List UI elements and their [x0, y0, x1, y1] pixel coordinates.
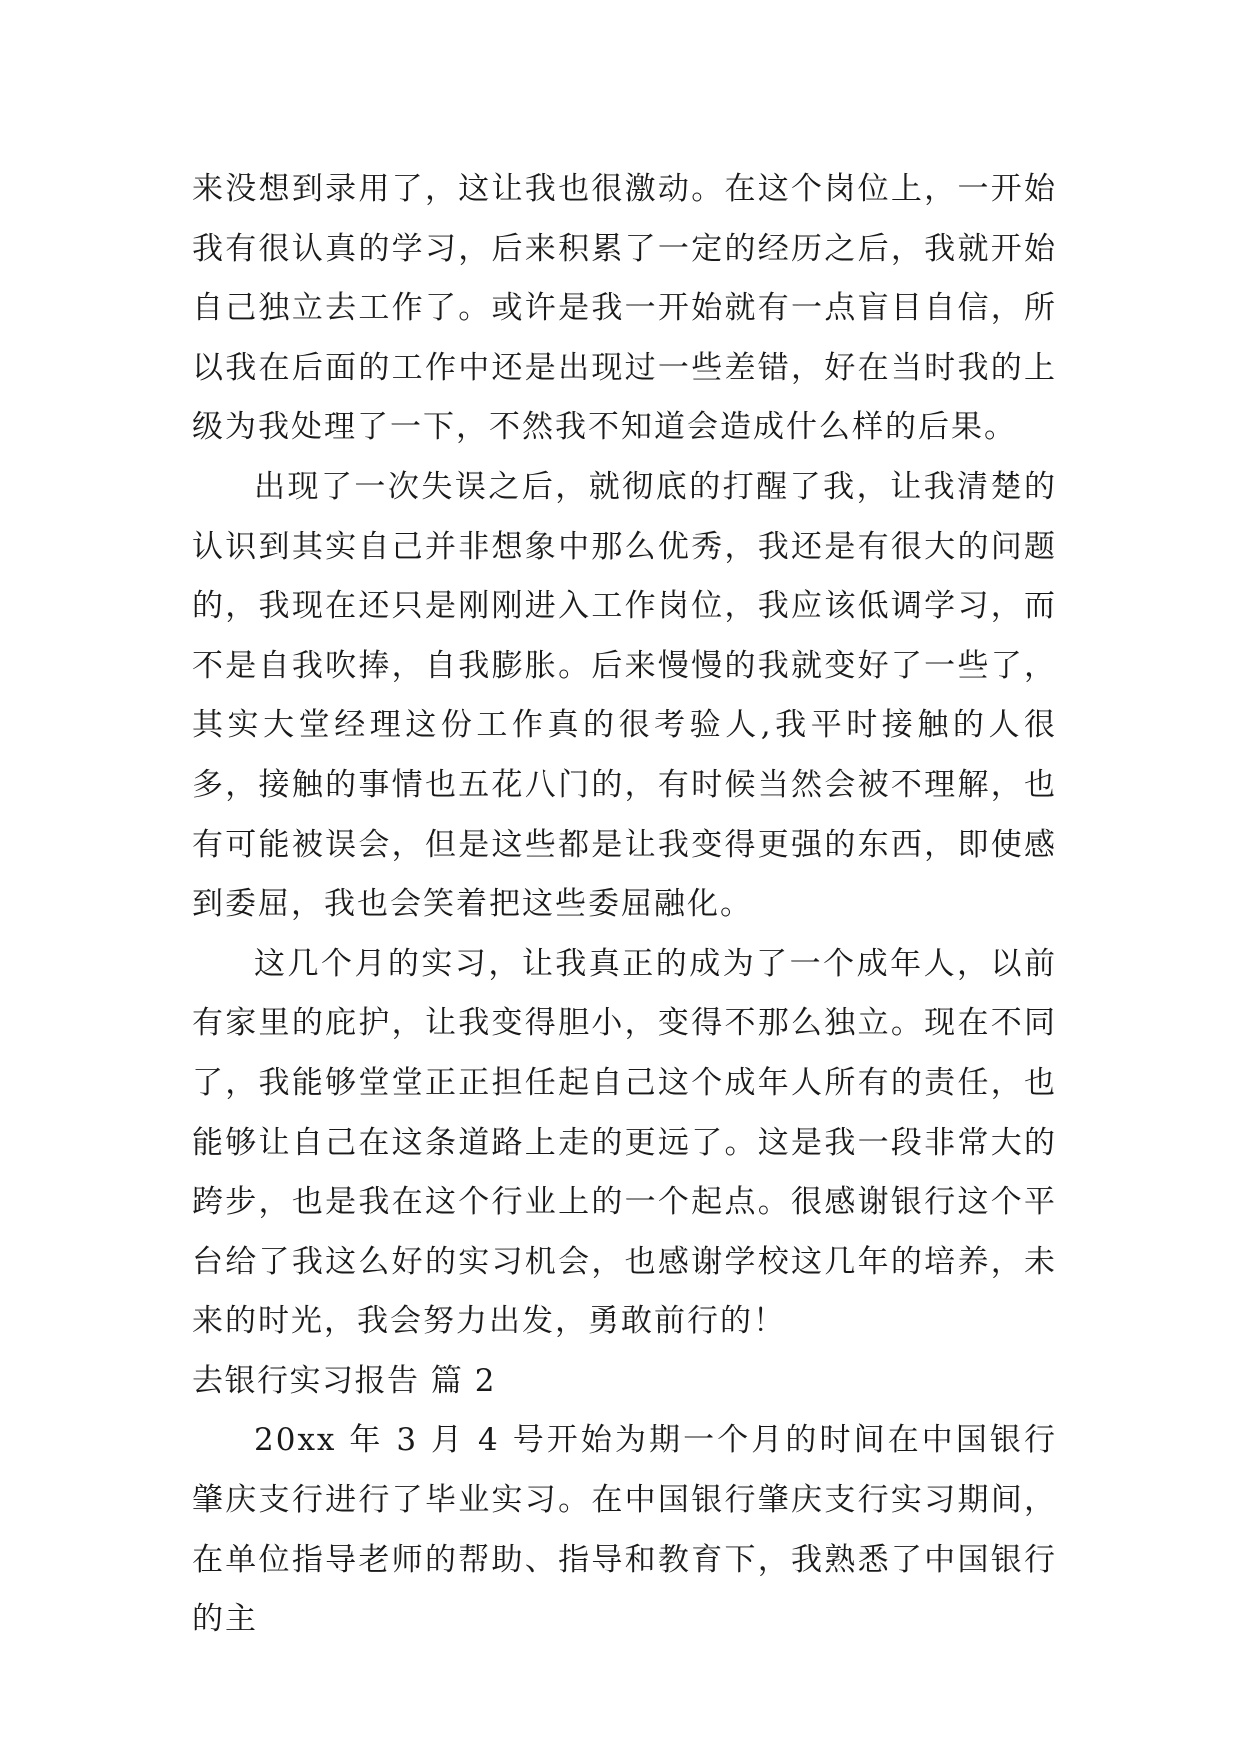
paragraph-internship-conclusion: 这几个月的实习，让我真正的成为了一个成年人，以前有家里的庇护，让我变得胆小，变得不那么独立。现在不同了，我能够堂堂正正担任起自己这个成年人所有的责任，也能够让自己在这条道路上走的更远了。这是我一段非常大的跨步，也是我在这个行业上的一个起点。很感谢银行这个平台给了我这么好的实习机会，也感谢学校这几年的培养，未来的时光，我会努力出发，勇敢前行的！ — [192, 945, 1057, 1340]
paragraph-mistake-reflection: 出现了一次失误之后，就彻底的打醒了我，让我清楚的认识到其实自己并非想象中那么优秀，我还是有很大的问题的，我现在还只是刚刚进入工作岗位，我应该低调学习，而不是自我吹捧，自我膨胀。后来慢慢的我就变好了一些了，其实大堂经理这份工作真的很考验人,我平时接触的人很多，接触的事情也五花八门的，有时候当然会被不理解，也有可能被误会，但是这些都是让我变得更强的东西，即使感到委屈，我也会笑着把这些委屈融化。 — [192, 468, 1057, 923]
document-body — [192, 160, 1057, 1650]
paragraph-report-2-intro: 20xx 年 3 月 4 号开始为期一个月的时间在中国银行肇庆支行进行了毕业实习。在中国银行肇庆支行实习期间，在单位指导老师的帮助、指导和教育下，我熟悉了中国银行的主 — [192, 1422, 1057, 1638]
section-heading: 去银行实习报告 篇 2 — [192, 1362, 496, 1399]
paragraph-continuation: 来没想到录用了，这让我也很激动。在这个岗位上，一开始我有很认真的学习，后来积累了一定的经历之后，我就开始自己独立去工作了。或许是我一开始就有一点盲目自信，所以我在后面的工作中还是出现过一些差错，好在当时我的上级为我处理了一下，不然我不知道会造成什么样的后果。 — [192, 171, 1057, 446]
